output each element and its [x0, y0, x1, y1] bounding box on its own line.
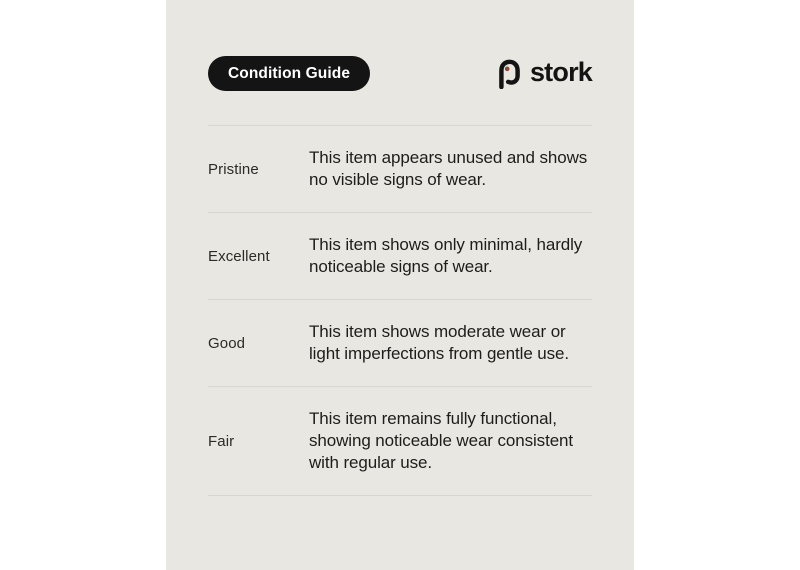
table-row-excellent — [208, 213, 592, 300]
condition-label: Pristine — [208, 160, 259, 178]
condition-description: This item remains fully functional, showing noticeable wear consistent with regular use. — [309, 409, 574, 472]
condition-label: Excellent — [208, 247, 270, 265]
condition-guide-badge[interactable]: Condition Guide — [208, 56, 370, 91]
stork-wordmark: stork — [529, 56, 592, 87]
table-row-fair — [208, 387, 592, 496]
condition-description: This item shows only minimal, hardly noticeable signs of wear. — [309, 235, 583, 276]
condition-description: This item appears unused and shows no visible signs of wear. — [309, 148, 588, 189]
condition-label: Fair — [208, 432, 235, 450]
stork-logo — [496, 58, 592, 89]
stork-logo-icon — [496, 58, 523, 89]
condition-description: This item shows moderate wear or light imperfections from gentle use. — [309, 322, 570, 363]
condition-guide-card — [166, 0, 634, 570]
condition-table — [208, 125, 592, 496]
table-row-good — [208, 300, 592, 387]
condition-label: Good — [208, 334, 246, 352]
card-header — [208, 56, 592, 91]
table-row-pristine — [208, 126, 592, 213]
